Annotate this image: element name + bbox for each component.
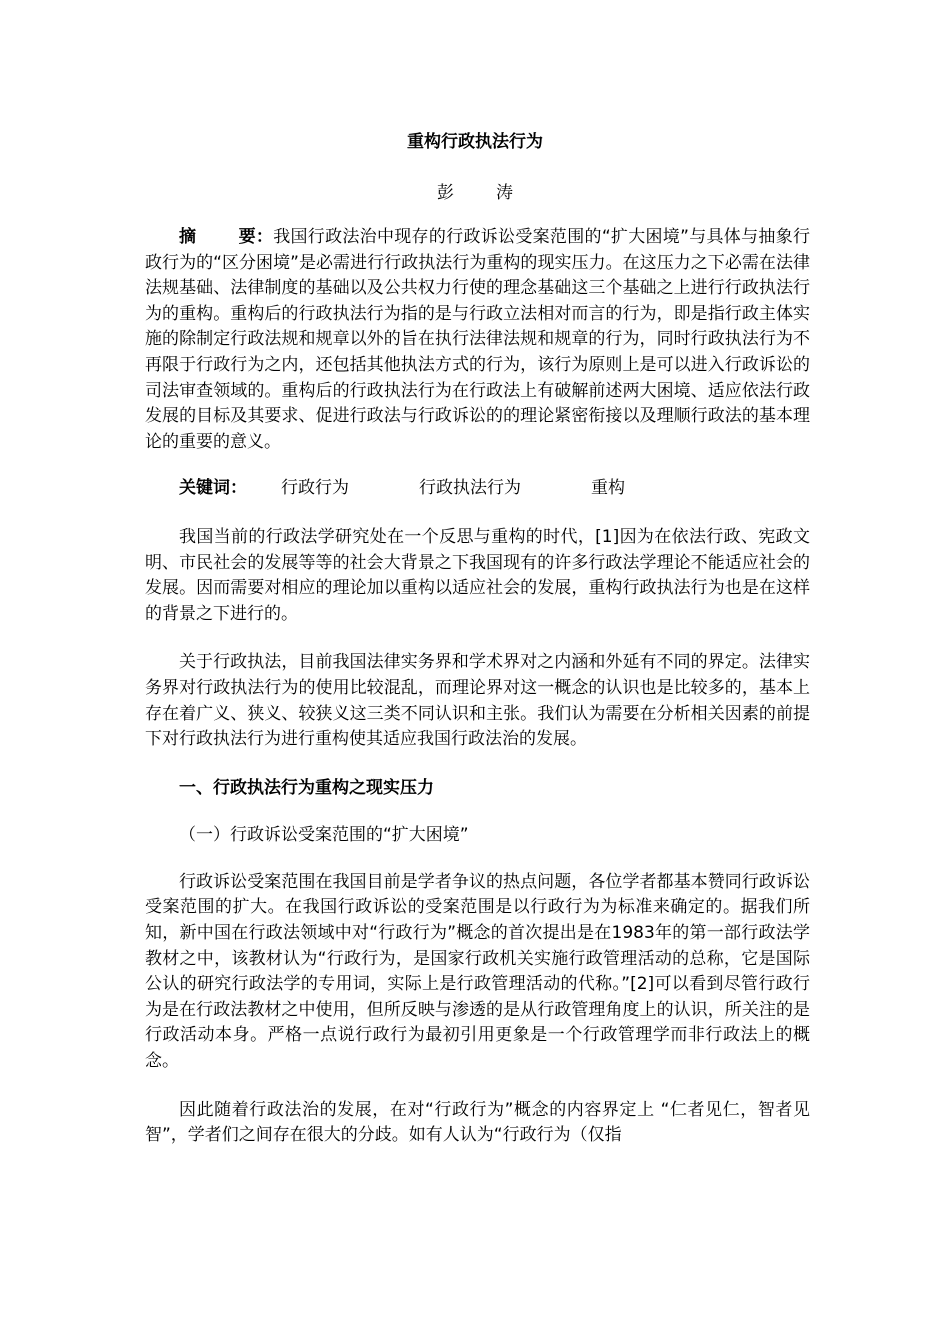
- abstract-text: 我国行政法治中现存的行政诉讼受案范围的“扩大困境”与具体与抽象行政行为的“区分困境”是必需进行行政执法行为重构的现实压力。在这压力之下必需在法律法规基础、法律制度的基础以及公共权力行使的理念基础这三个基础之上进行行政执法行为的重构。重构后的行政执法行为指的是与行政立法相对而言的行为，即是指行政主体实施的除制定行政法规和规章以外的旨在执行法律法规和规章的行为，同时行政执法行为不再限于行政行为之内，还包括其他执法方式的行为，该行为原则上是可以进入行政诉讼的司法审查领域的。重构后的行政执法行为在行政法上有破解前述两大困境、适应依法行政发展的目标及其要求、促进行政法与行政诉讼的的理论紧密衔接以及理顺行政法的基本理论的重要的意义。: [145, 227, 810, 452]
- author-given-char: 彭: [437, 183, 454, 203]
- section-paragraph-2: 因此随着行政法治的发展，在对“行政行为”概念的内容界定上 “仁者见仁，智者见智”，学者们之间存在很大的分歧。如有人认为“行政行为（仅指: [145, 1099, 810, 1146]
- section-heading-1: 一、行政执法行为重构之现实压力: [179, 777, 434, 798]
- keywords-paragraph: [145, 476, 810, 502]
- keyword-item: 行政行为: [281, 478, 349, 499]
- document-body: [145, 225, 810, 1172]
- section-paragraph-1: 行政诉讼受案范围在我国目前是学者争议的热点问题，各位学者都基本赞同行政诉讼受案范围的扩大。在我国行政诉讼的受案范围是以行政行为为标准来确定的。据我们所知，新中国在行政法领域中对“行政行为”概念的首次提出是在1983年的第一部行政法学教材之中，该教材认为“行政行为，是国家行政机关实施行政管理活动的总称，它是国际公认的研究行政法学的专用词，实际上是行政管理活动的代称。”[2]可以看到尽管行政行为是在行政法教材之中使用，但所反映与渗透的是从行政管理角度上的认识，所关注的是行政活动本身。严格一点说行政行为最初引用更象是一个行政管理学而非行政法上的概念。: [145, 871, 810, 1072]
- intro-paragraph-2: 关于行政执法，目前我国法律实务界和学术界对之内涵和外延有不同的界定。法律实务界对行政执法行为的使用比较混乱，而理论界对这一概念的认识也是比较多的，基本上存在着广义、狭义、较狭义这三类不同认识和主张。我们认为需要在分析相关因素的前提下对行政执法行为进行重构使其适应我国行政法治的发展。: [145, 652, 810, 750]
- document-title: 重构行政执法行为: [407, 132, 543, 152]
- keywords-label: 关键词：: [179, 478, 247, 499]
- subsection-heading-1: （一）行政诉讼受案范围的“扩大困境”: [179, 825, 469, 846]
- keyword-item: 重构: [591, 478, 625, 499]
- abstract-label: 摘 要：: [179, 227, 274, 247]
- author-name: [0, 178, 950, 203]
- abstract-paragraph: [145, 225, 810, 455]
- author-family-char: 涛: [496, 183, 513, 203]
- intro-paragraph-1: 我国当前的行政法学研究处在一个反思与重构的时代，[1]因为在依法行政、宪政文明、市民社会的发展等等的社会大背景之下我国现有的许多行政法学理论不能适应社会的发展。因而需要对相应的理论加以重构以适应社会的发展，重构行政执法行为也是在这样的背景之下进行的。: [145, 526, 810, 624]
- keyword-item: 行政执法行为: [419, 478, 521, 499]
